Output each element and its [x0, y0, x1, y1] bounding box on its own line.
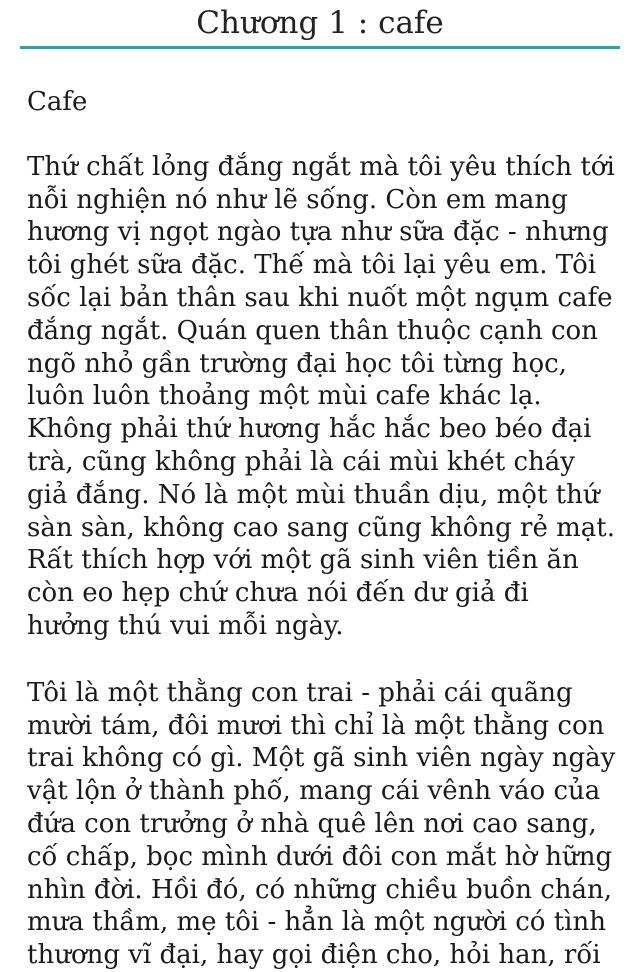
text-line: đứa con trưởng ở nhà quê lên nơi cao sang,	[27, 808, 597, 839]
text-line: hương vị ngọt ngào tựa như sữa đặc - nhưng	[27, 217, 609, 248]
text-line: vật lộn ở thành phố, mang cái vênh váo của	[27, 776, 601, 807]
text-line: ngõ nhỏ gần trường đại học tôi từng học,	[27, 348, 567, 379]
section-heading: Cafe	[27, 87, 88, 117]
chapter-content	[27, 86, 627, 972]
text-line: tôi ghét sữa đặc. Thế mà tôi lại yêu em. Tôi	[27, 250, 597, 281]
chapter-title: Chương 1 : cafe	[196, 5, 444, 41]
text-line: luôn luôn thoảng một mùi cafe khác lạ.	[27, 381, 542, 412]
text-line: đắng ngắt. Quán quen thân thuộc cạnh con	[27, 315, 598, 346]
chapter-header	[0, 0, 640, 48]
text-line: Thứ chất lỏng đắng ngắt mà tôi yêu thích tới	[27, 151, 615, 182]
text-line: nhìn đời. Hồi đó, có những chiều buồn chán,	[27, 874, 613, 905]
text-line: thương vĩ đại, hay gọi điện cho, hỏi han, rối	[27, 940, 601, 971]
text-line: nỗi nghiện nó như lẽ sống. Còn em mang	[27, 184, 568, 215]
text-line: còn eo hẹp chứ chưa nói đến dư giả đi	[27, 578, 529, 609]
text-line: giả đắng. Nó là một mùi thuần dịu, một thứ	[27, 479, 600, 510]
text-line: mưa thầm, mẹ tôi - hẳn là một người có tình	[27, 907, 606, 938]
text-line: Không phải thứ hương hắc hắc beo béo đại	[27, 414, 592, 445]
text-line: sốc lại bản thân sau khi nuốt một ngụm cafe	[27, 282, 613, 313]
paragraph-2	[27, 677, 627, 972]
header-divider	[20, 46, 620, 49]
text-line: cố chấp, bọc mình dưới đôi con mắt hờ hững	[27, 841, 613, 872]
text-line: mười tám, đôi mươi thì chỉ là một thằng con	[27, 710, 605, 741]
paragraph-1	[27, 151, 627, 643]
text-line: trà, cũng không phải là cái mùi khét cháy	[27, 446, 575, 477]
text-line: hưởng thú vui mỗi ngày.	[27, 610, 344, 641]
text-line: trai không có gì. Một gã sinh viên ngày ngày	[27, 743, 616, 774]
text-line: sàn sàn, không cao sang cũng không rẻ mạt.	[27, 512, 615, 543]
text-line: Rất thích hợp với một gã sinh viên tiền ăn	[27, 545, 579, 576]
text-line: Tôi là một thằng con trai - phải cái quãng	[27, 677, 573, 708]
